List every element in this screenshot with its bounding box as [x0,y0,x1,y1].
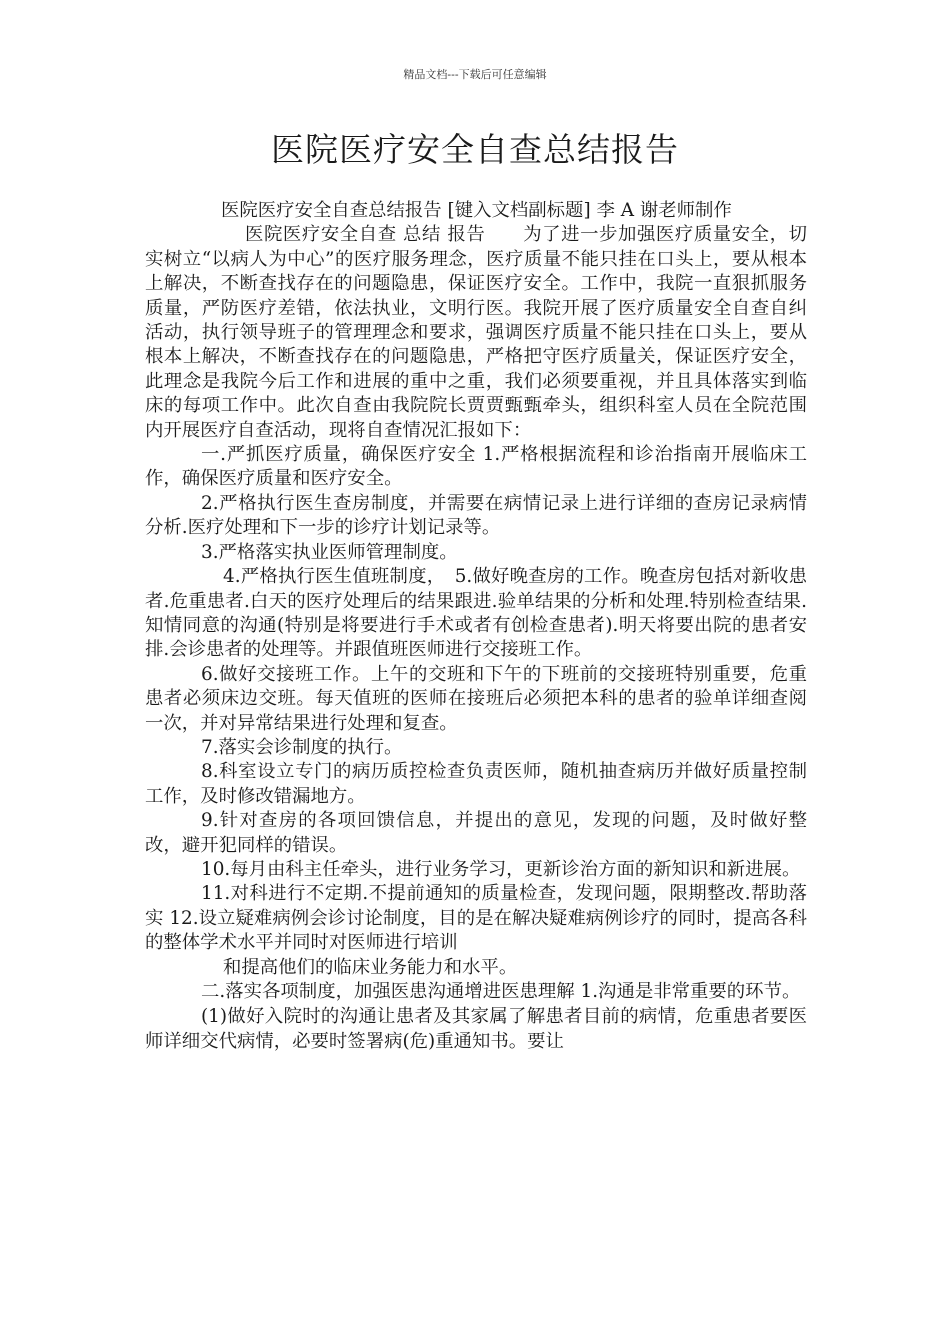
item-10-paragraph: 10.每月由科主任牵头，进行业务学习，更新诊治方面的新知识和新进展。 [201,858,801,880]
item-11-12-paragraph: 11.对科进行不定期.不提前通知的质量检查，发现问题，限期整改.帮助落实 12.设立疑难病例会诊讨论制度，目的是在解决疑难病例诊疗的同时，提高各科的整体学术水平并同时对医师进行培训 [145,883,807,954]
item-3-paragraph: 3.严格落实执业医师管理制度。 [201,541,458,563]
item-9-paragraph: 9.针对查房的各项回馈信息，并提出的意见，发现的问题，及时做好整改，避开犯同样的错误。 [145,810,807,856]
item-7-paragraph: 7.落实会诊制度的执行。 [201,736,403,758]
section-two-paragraph: 二.落实各项制度，加强医患沟通增进医患理解 1.沟通是非常重要的环节。 [201,981,801,1002]
item-8-paragraph: 8.科室设立专门的病历质控检查负责医师，随机抽查病历并做好质量控制工作，及时修改错漏地方。 [145,761,807,807]
communication-1-paragraph: (1)做好入院时的沟通让患者及其家属了解患者目前的病情，危重患者要医师详细交代病情，必要时签署病(危)重通知书。要让 [145,1006,807,1052]
document-title: 医院医疗安全自查总结报告 [271,130,679,169]
intro-paragraph: 医院医疗安全自查 总结 报告 为了进一步加强医疗质量安全，切实树立“以病人为中心”的医疗服务理念，医疗质量不能只挂在口头上，要从根本上解决，不断查找存在的问题隐患，保证医疗安全。工作中，我院一直狠抓服务质量，严防医疗差错，依法执业，文明行医。我院开展了医疗质量安全自查自纠活动，执行领导班子的管理理念和要求，强调医疗质量不能只挂在口头上，要从根本上解决，不断查找存在的问题隐患，严格把守医疗质量关，保证医疗安全，此理念是我院今后工作和进展的重中之重，我们必须要重视，并且具体落实到临床的每项工作中。此次自查由我院院长贾贾甄甄牵头，组织科室人员在全院范围内开展医疗自查活动，现将自查情况汇报如下： [145,224,807,441]
section-one-paragraph: 一.严抓医疗质量，确保医疗安全 1.严格根据流程和诊治指南开展临床工作，确保医疗质量和医疗安全。 [145,444,807,490]
item-12-continued-paragraph: 和提高他们的临床业务能力和水平。 [223,956,518,978]
document-body [145,199,807,1054]
item-2-paragraph: 2.严格执行医生查房制度，并需要在病情记录上进行详细的查房记录病情分析.医疗处理和下一步的诊疗计划记录等。 [145,492,807,539]
item-4-5-paragraph: 4.严格执行医生值班制度， 5.做好晚查房的工作。晚查房包括对新收患者.危重患者.白天的医疗处理后的结果跟进.验单结果的分析和处理.特别检查结果.知情同意的沟通(特别是将要进行手术或者有创检查患者).明天将要出院的患者安排.会诊患者的处理等。并跟值班医师进行交接班工作。 [145,566,807,661]
page-header-note: 精品文档---下载后可任意编辑 [403,68,547,81]
subtitle-paragraph: 医院医疗安全自查总结报告 [键入文档副标题] 李 A 谢老师制作 [221,200,732,221]
item-6-paragraph: 6.做好交接班工作。上午的交班和下午的下班前的交接班特别重要，危重患者必须床边交班。每天值班的医师在接班后必须把本科的患者的验单详细查阅一次，并对异常结果进行处理和复查。 [145,663,807,734]
